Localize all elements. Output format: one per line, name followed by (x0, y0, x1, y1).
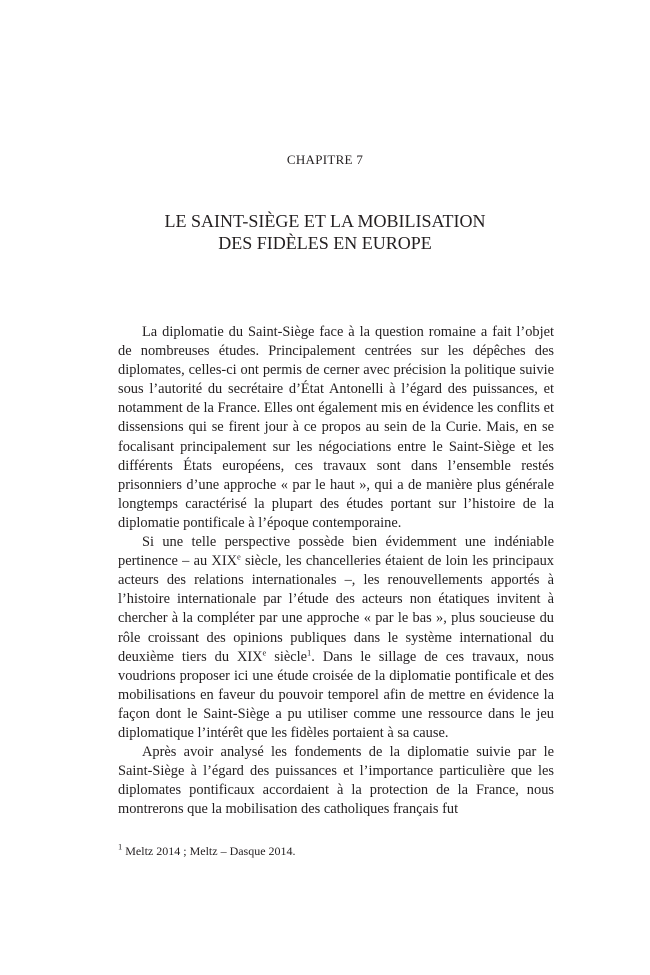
chapter-title (0, 210, 650, 254)
footnote-text: Meltz 2014 ; Meltz – Dasque 2014. (122, 844, 296, 858)
text-run: Après avoir analysé les fondements de la diplomatie suivie par le Saint-Siège à l’égard des puissances et l’importance particulière que les diplomates pontificaux accordaient à la protection de la France, nous montrerons que la mobilisation des catholiques français fut (118, 744, 554, 818)
text-run: La diplomatie du Saint-Siège face à la question romaine a fait l’objet de nombreuses études. Principalement centrées sur les dépêches des diplomates, celles-ci ont permis de cerner avec précision la politique suivie sous l’autorité du secrétaire d’État Antonelli à l’égard des puissances, et notamment de la France. Elles ont également mis en évidence les conflits et dissensions qui se firent jour à ce propos au sein de la Curie. Mais, en se focalisant principalement sur les négociations entre le Saint-Siège et les différents États européens, ces travaux sont dans l’ensemble restés prisonniers d’une approche « par le haut », qui a de manière plus générale longtemps caractérisé la plupart des études portant sur l’histoire de la diplomatie pontificale à l’époque contemporaine. (118, 324, 554, 531)
chapter-label: CHAPITRE 7 (286, 152, 364, 167)
footnote-marker: 1 (118, 841, 123, 852)
paragraph-1 (118, 323, 554, 533)
chapter-title-line-2: DES FIDÈLES EN EUROPE (218, 233, 432, 253)
paragraph-3 (118, 743, 554, 819)
body-text (118, 323, 554, 819)
footnote-reference[interactable]: 1 (307, 647, 312, 658)
paragraph-2 (118, 533, 554, 743)
superscript-e: e (262, 647, 267, 658)
footnote (118, 841, 296, 859)
text-run: siècle (266, 648, 308, 665)
text-run: . Dans le sillage de ces travaux, nous voudrions proposer ici une étude croisée de la diplomatie pontificale et des mobilisations en faveur du pouvoir temporel afin de mettre en évidence la façon dont le Saint-Siège a pu utiliser comme une ressource dans le jeu diplomatique l’intérêt que les fidèles portaient à sa cause. (118, 648, 554, 741)
chapter-title-line-1: LE SAINT-SIÈGE ET LA MOBILISATION (164, 211, 486, 231)
superscript-e: e (237, 551, 241, 562)
text-run: siècle, les chancelleries étaient de loin les principaux acteurs des relations internationales –, les renouvellements apportés à l’histoire internationale par l’étude des acteurs non étatiques invitent à chercher à la compléter par une approche « par le bas », plus soucieuse du rôle croissant des opinions publiques dans le système international du deuxième tiers du XIX (118, 553, 554, 665)
text-run: Si une telle perspective possède bien évidemment une indéniable pertinence – au XIX (118, 534, 554, 570)
